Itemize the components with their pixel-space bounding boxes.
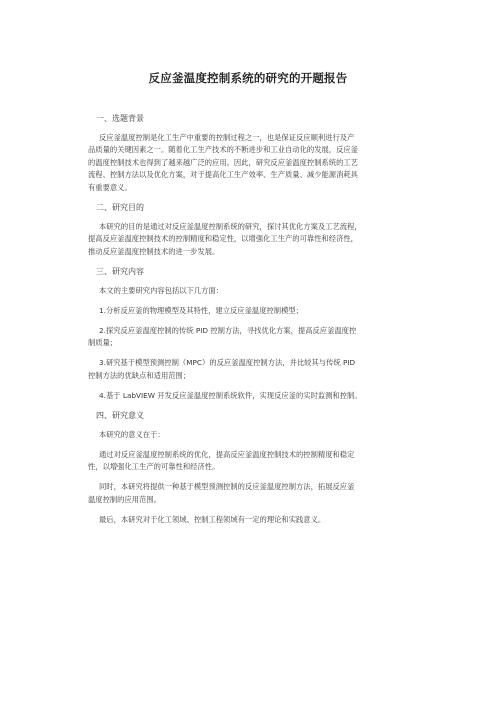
paragraph-line: 1.分析反应釜的物理模型及其特性，建立反应釜温度控制模型；	[99, 306, 303, 316]
paragraph-line: 反应釜温度控制是化工生产中重要的控制过程之一，也是保证反应顺利进行及产	[99, 133, 355, 142]
section-paragraph	[88, 305, 408, 317]
section-heading: 四、研究意义	[96, 411, 144, 421]
section-paragraph	[88, 325, 408, 350]
paragraph-line: 4.基于 LabVIEW 开发反应釜温度控制系统软件，实现反应釜的实时监测和控制。	[99, 390, 362, 400]
section-paragraph	[88, 221, 408, 258]
document-title: 反应釜温度控制系统的研究的开题报告	[148, 71, 348, 85]
paragraph-line: 温度控制的应用范围。	[88, 494, 161, 504]
section-heading: 一、选题背景	[96, 114, 144, 123]
paragraph-line: 品质量的关键因素之一。随着化工生产技术的不断进步和工业自动化的发展，反应釜	[88, 145, 358, 155]
paragraph-line: 有重要意义。	[88, 182, 132, 192]
section-paragraph	[88, 285, 408, 297]
paragraph-line: 通过对反应釜温度控制系统的优化，提高反应釜温度控制技术的控制精度和稳定	[99, 450, 355, 459]
paragraph-line: 最后，本研究对于化工领域、控制工程领域有一定的理论和实践意义。	[99, 514, 326, 524]
paragraph-line: 的温度控制技术也得到了越来越广泛的应用。因此，研究反应釜温度控制系统的工艺	[88, 157, 358, 167]
paragraph-line: 提高反应釜温度控制技术的控制精度和稳定性，以增强化工生产的可靠性和经济性，	[88, 234, 358, 244]
paragraph-line: 本研究的目的是通过对反应釜温度控制系统的研究，探讨其优化方案及工艺流程，	[99, 222, 362, 232]
paragraph-line: 同时，本研究将提供一种基于模型预测控制的反应釜温度控制方法，拓展反应釜	[99, 482, 355, 492]
section-paragraph	[88, 429, 408, 441]
paragraph-line: 3.研究基于模型预测控制（MPC）的反应釜温度控制方法，并比较其与传统 PID	[99, 358, 356, 368]
paragraph-line: 本文的主要研究内容包括以下几方面：	[99, 286, 224, 296]
paragraph-line: 2.探究反应釜温度控制的传统 PID 控制方法，寻找优化方案，提高反应釜温度控	[99, 326, 357, 336]
paragraph-line: 性，以增强化工生产的可靠性和经济性。	[88, 462, 220, 472]
document-body	[88, 113, 408, 534]
section-paragraph	[88, 357, 408, 382]
paragraph-line: 控制方法的优缺点和适用范围；	[88, 370, 191, 380]
section-heading: 三、研究内容	[96, 267, 144, 277]
section-paragraph	[88, 132, 408, 194]
section-paragraph	[88, 514, 408, 526]
section-paragraph	[88, 390, 408, 402]
paragraph-line: 推动反应釜温度控制技术的进一步发展。	[88, 246, 220, 256]
section-heading: 二、研究目的	[96, 203, 144, 213]
paragraph-line: 制质量；	[88, 338, 118, 348]
section-paragraph	[88, 449, 408, 474]
section-paragraph	[88, 481, 408, 506]
paragraph-line: 流程、控制方法以及优化方案，对于提高化工生产效率、生产质量、减少能源消耗具	[88, 170, 358, 180]
paragraph-line: 本研究的意义在于：	[99, 430, 165, 440]
